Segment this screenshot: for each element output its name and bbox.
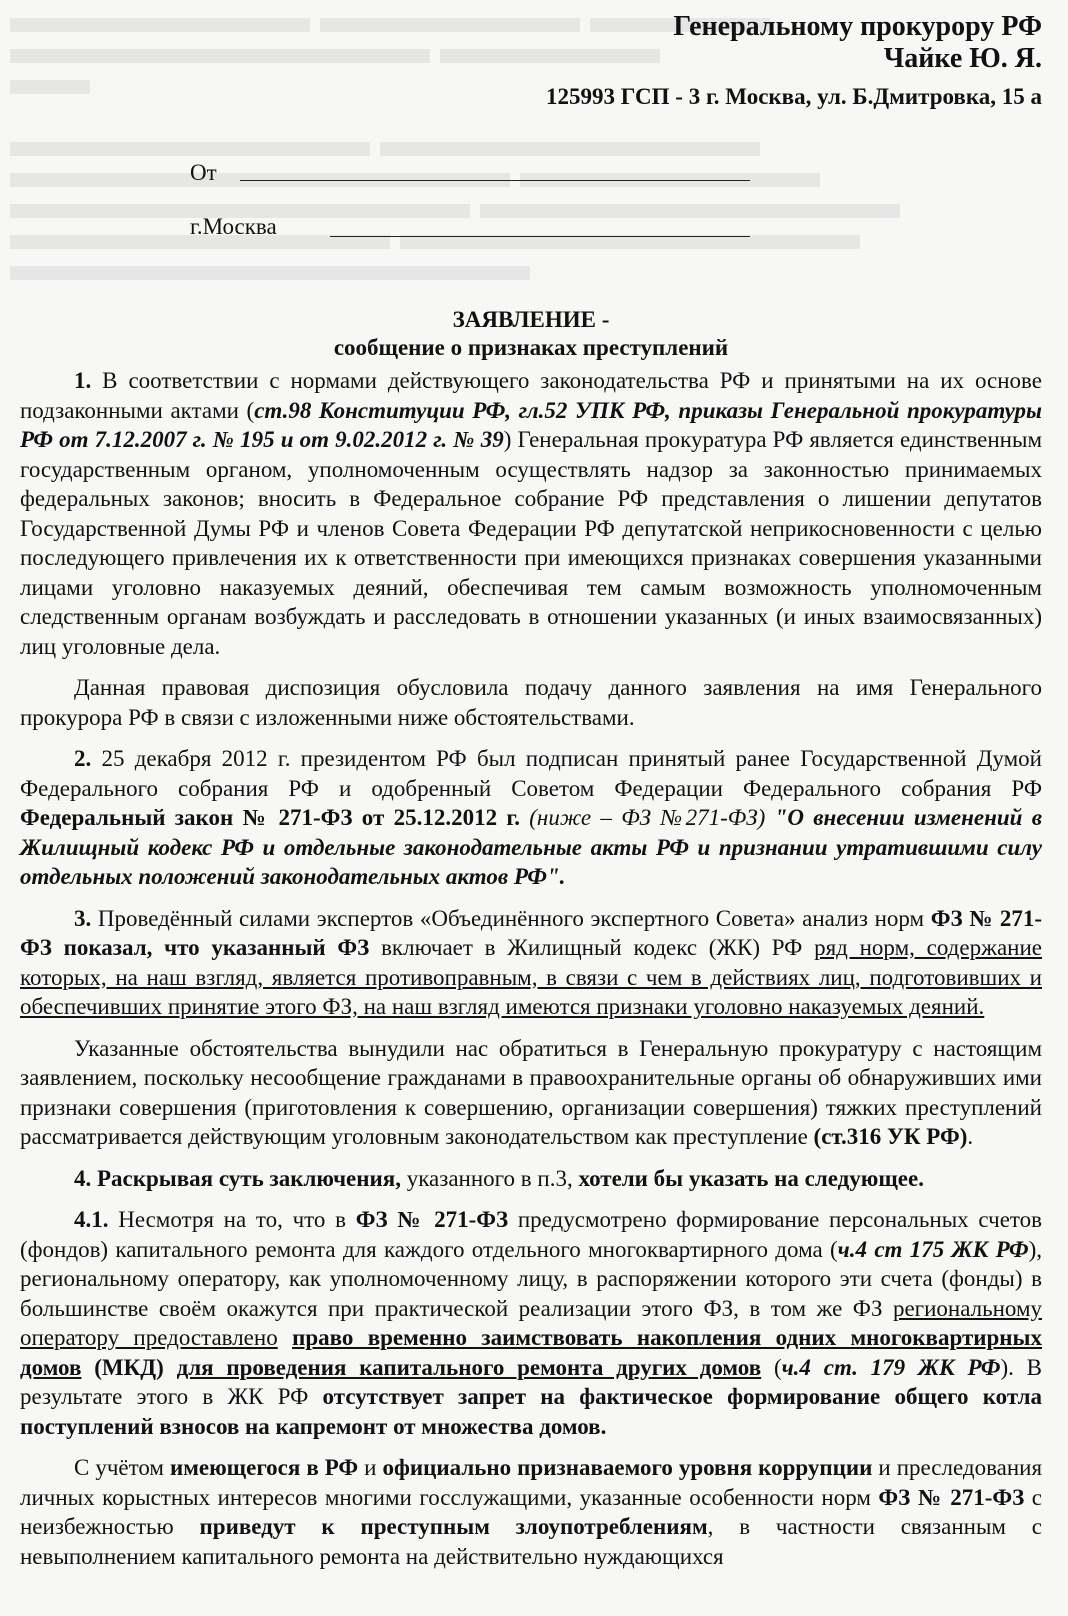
addressee-title: Генеральному прокурору РФ [673,11,1042,42]
addressee-address: 125993 ГСП - 3 г. Москва, ул. Б.Дмитровка, 15 а [545,84,1042,109]
sender-city: г.Москва [190,214,277,239]
paragraph-4-1 [20,1205,1042,1441]
sender-underline [240,180,750,181]
legal-reference: ст.98 Конституции РФ, гл.52 УПК РФ, приказы Генеральной прокуратуры РФ от 7.12.2007 г. № 195 и от 9.02.2012 г. № 39 [20,397,1042,452]
text-run [81,1355,94,1380]
paragraph-number: 2. [74,746,92,771]
law-name: "О внесении изменений в Жилищный кодекс РФ и отдельные законодательные акты РФ и признании утратившими силу отдельных положений законодательных актов РФ". [20,805,1042,889]
law-abbreviation: (ниже – ФЗ №271-ФЗ) [519,805,766,830]
title-line-2: сообщение о признаках преступлений [333,335,729,360]
text-run: Несмотря на то, что в [108,1207,356,1232]
emphasis: отсутствует запрет на фактическое формирование общего котла поступлений взносов на капремонт от множества домов. [20,1384,1042,1439]
paragraph-number: 4.1. [74,1207,109,1232]
paragraph-3b [20,1034,1042,1152]
paragraph-1 [20,366,1042,661]
text-run: включает в Жилищный кодекс (ЖК) РФ [369,935,815,960]
underlined-emphasis: для проведения капитального ремонта других домов [176,1354,762,1380]
text-run: ) Генеральная прокуратура РФ является единственным государственным органом, уполномоченным осуществлять надзор за законностью принимаемых федеральных законов; вносить в Федеральное собрание РФ представления о лишении депутатов Государственной Думы РФ и членов Совета Федерации РФ депутатской неприкосновенности с целью последующего привлечения их к ответственности при имеющихся признаках совершения указанными лицами уголовно наказуемых деяний, обеспечивая тем самым возможность уполномоченным следственным органам возбуждать и расследовать в отношении указанных (и иных взаимосвязанных) лиц уголовные дела. [20,427,1043,659]
law-reference: Федеральный закон № 271-ФЗ от 25.12.2012 г. [20,805,520,830]
paragraph-2 [20,744,1042,892]
text-run: , в частности связанным с невыполнением капитального ремонта на действительно нуждающихся [20,1514,1042,1569]
text-run: В соответствии с нормами действующего законодательства РФ и принятыми на их основе подзаконными актами ( [20,368,1042,423]
underlined-text: ряд норм, содержание которых, на наш взгляд, является противоправным, в связи с чем в действиях лиц, подготовивших и обеспечивших принятие этого ФЗ, на наш взгляд имеются признаки уголовно наказуемых деяний. [20,935,1042,1019]
emphasis: (МКД) [94,1354,164,1380]
underlined-text: региональному оператору предоставлено [20,1295,1042,1350]
document-body [20,366,1042,1583]
text-run [278,1325,292,1350]
emphasis: приведут к преступным злоупотреблениям [199,1514,708,1539]
emphasis: имеющегося в РФ [169,1455,359,1480]
text-run: Проведённый силами экспертов «Объединённого экспертного Совета» анализ норм [91,905,931,931]
text-run: и преследования личных корыстных интересов многими госслужащими, указанные особенности норм [20,1455,1043,1510]
text-run: ( [761,1354,782,1380]
text-run: С учётом [74,1455,170,1480]
document-title [20,306,1042,362]
city-underline [330,236,750,237]
paragraph-number: 3. [74,905,92,931]
legal-reference: (ст.316 УК РФ) [813,1124,968,1149]
emphasis: 4. Раскрывая суть заключения, [74,1165,401,1191]
text-run: Указанные обстоятельства вынудили нас обратиться в Генеральную прокуратуру с настоящим заявлением, поскольку несообщение гражданами в правоохранительные органы об обнаруживших ими признаки совершения (приготовления к совершению, организации совершения) тяжких преступлений рассматривается действующим уголовным законодательством как преступление [20,1035,1042,1149]
paragraph-number: 1. [74,368,92,393]
text-run: 25 декабря 2012 г. президентом РФ был подписан принятый ранее Государственной Думой Федерального собрания РФ и одобренный Советом Федерации Федерального собрания РФ [20,746,1042,801]
text-run: указанного в п.3, [400,1165,579,1191]
text-run: ). В результате этого в ЖК РФ [20,1354,1043,1409]
paragraph-5 [20,1453,1042,1571]
sender-label: От [190,160,217,185]
text-run: и [358,1455,383,1480]
text-run: с неизбежностью [20,1484,1043,1539]
emphasis: хотели бы указать на следующее. [578,1165,924,1191]
text-run: . [967,1124,974,1149]
legal-reference: ч.4 ст 175 ЖК РФ [837,1236,1029,1262]
legal-reference: ч.4 ст. 179 ЖК РФ [781,1354,1001,1380]
addressee-name: Чайке Ю. Я. [883,43,1042,74]
text-run: предусмотрено формирование персональных счетов (фондов) капитального ремонта для каждого отдельного многоквартирного дома ( [20,1207,1043,1262]
paragraph-4 [20,1164,1042,1194]
paragraph-3 [20,904,1042,1022]
text-run: ), региональному оператору, как уполномоченному лицу, в распоряжении которого эти счета (фонды) в большинстве своём окажутся при практической реализации этого ФЗ, в том же ФЗ [20,1236,1042,1321]
emphasis: ФЗ № 271-ФЗ показал, что указанный ФЗ [20,905,1042,960]
emphasis: официально признаваемого уровня коррупции [382,1455,873,1480]
underlined-emphasis: право временно заимствовать накопления одних многоквартирных домов [20,1325,1043,1380]
paragraph-1b: Данная правовая диспозиция обусловила подачу данного заявления на имя Генерального прокурора РФ в связи с изложенными ниже обстоятельствами. [20,675,1042,730]
emphasis: ФЗ № 271-ФЗ [878,1484,1025,1510]
text-run [164,1355,177,1380]
emphasis: ФЗ № 271-ФЗ [355,1207,509,1232]
title-line-1: ЗАЯВЛЕНИЕ - [452,307,610,332]
